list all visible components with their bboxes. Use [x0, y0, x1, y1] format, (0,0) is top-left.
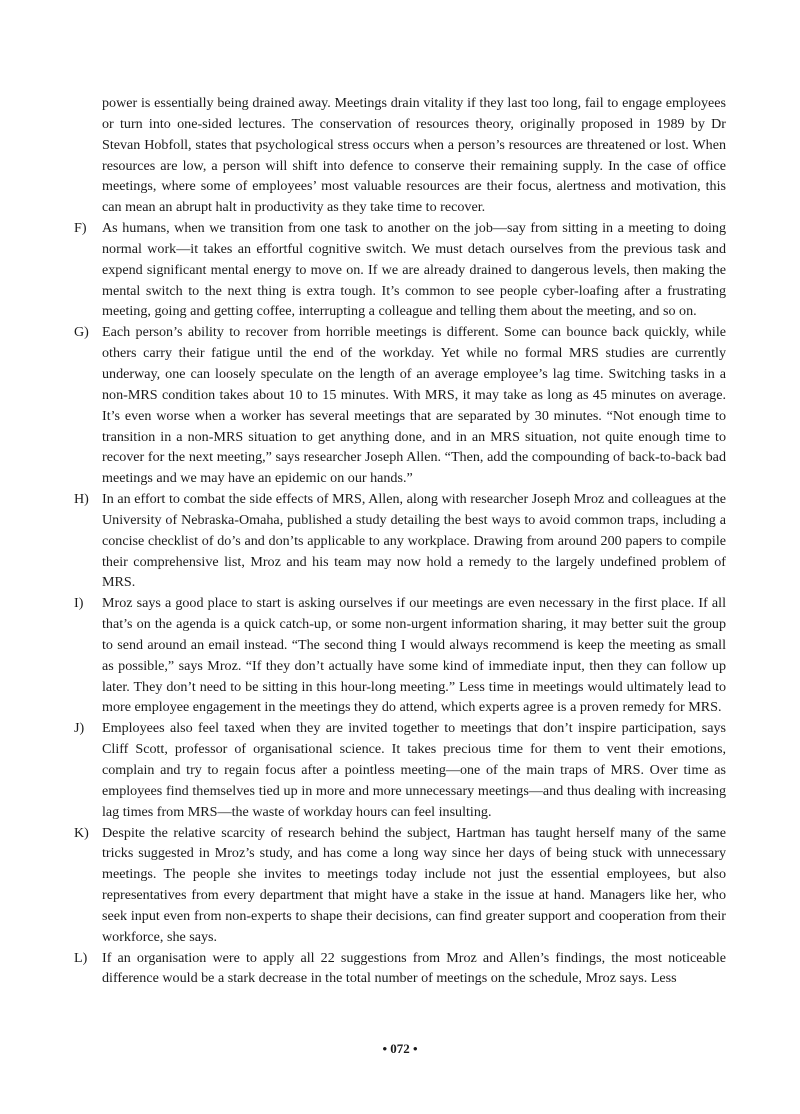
paragraph-text: Despite the relative scarcity of research behind the subject, Hartman has taught herself many of the same tricks suggested in Mroz’s study, and has come a long way since her days of being stuck with unnecessary meetings. The people she invites to meetings today include not just the essential employees, but also representatives from every department that might have a stake in the issue at hand. Managers like her, who seek input even from non-experts to shape their decisions, can find greater support and cooperation from their workforce, she says.	[102, 824, 726, 945]
page-number: • 072 •	[382, 1041, 418, 1056]
document-body	[74, 93, 726, 989]
paragraph-label: F)	[74, 220, 87, 237]
paragraph-text: Employees also feel taxed when they are invited together to meetings that don’t inspire participation, says Cliff Scott, professor of organisational science. It takes precious time for them to vent their emotions, complain and try to regain focus after a pointless meeting—one of the main traps of MRS. Over time as employees find themselves tied up in more and more unnecessary meetings—and thus dealing with increasing lag times from MRS—the waste of workday hours can feel insulting.	[102, 720, 726, 820]
paragraph-i	[74, 593, 726, 718]
paragraph-j	[74, 718, 726, 822]
paragraph-k	[74, 823, 726, 948]
paragraph-text: Each person’s ability to recover from horrible meetings is different. Some can bounce back quickly, while others carry their fatigue until the end of the workday. Yet while no formal MRS studies are currently underway, one can loosely speculate on the length of an average employee’s lag time. Switching tasks in a non-MRS condition takes about 10 to 15 minutes. With MRS, it may take as long as 45 minutes on average. It’s even worse when a worker has several meetings that are separated by 30 minutes. “Not enough time to transition in a non-MRS situation to get anything done, and in an MRS situation, not quite enough time to recover for the next meeting,” says researcher Joseph Allen. “Then, add the compounding of back-to-back bad meetings and we may have an epidemic on our hands.”	[102, 324, 726, 487]
paragraph-label: K)	[74, 824, 89, 841]
paragraph-label: L)	[74, 949, 88, 966]
paragraph-l	[74, 948, 726, 990]
paragraph-text: As humans, when we transition from one task to another on the job—say from sitting in a meeting to doing normal work—it takes an effortful cognitive switch. We must detach ourselves from the previous task and expend significant mental energy to move on. If we are already drained to dangerous levels, then making the mental switch to the next thing is extra tough. It’s common to see people cyber-loafing after a frustrating meeting, going and getting coffee, interrupting a colleague and telling them about the meeting, and so on.	[102, 220, 726, 320]
paragraph-label: H)	[74, 491, 89, 508]
continuation-paragraph: power is essentially being drained away. Meetings drain vitality if they last too long, fail to engage employees or turn into one-sided lectures. The conservation of resources theory, originally proposed in 1989 by Dr Stevan Hobfoll, states that psychological stress occurs when a person’s resources are threatened or lost. When resources are low, a person will shift into defence to conserve their remaining supply. In the case of office meetings, where some of employees’ most valuable resources are their focus, alertness and motivation, this can mean an abrupt halt in productivity as they take time to recover.	[102, 95, 726, 216]
paragraph-text: Mroz says a good place to start is asking ourselves if our meetings are even necessary in the first place. If all that’s on the agenda is a quick catch-up, or some non-urgent information sharing, it may better suit the group to send around an email instead. “The second thing I would always recommend is keep the meeting as small as possible,” says Mroz. “If they don’t actually have some kind of immediate input, then they can follow up later. They don’t need to be sitting in this hour-long meeting.” Less time in meetings would ultimately lead to more employee engagement in the meetings they do attend, which experts agree is a proven remedy for MRS.	[102, 595, 726, 716]
paragraph-h	[74, 489, 726, 593]
paragraph-label: I)	[74, 595, 84, 612]
paragraph-g	[74, 322, 726, 489]
paragraph-label: G)	[74, 324, 89, 341]
paragraph-label: J)	[74, 720, 85, 737]
paragraph-text: In an effort to combat the side effects of MRS, Allen, along with researcher Joseph Mroz and colleagues at the University of Nebraska-Omaha, published a study detailing the best ways to avoid common traps, including a concise checklist of do’s and don’ts applicable to any workplace. Drawing from around 200 papers to compile their comprehensive list, Mroz and his team may now hold a remedy to the largely undefined problem of MRS.	[102, 491, 726, 591]
paragraph-text: If an organisation were to apply all 22 suggestions from Mroz and Allen’s findings, the most noticeable difference would be a stark decrease in the total number of meetings on the schedule, Mroz says. Less	[102, 949, 726, 987]
paragraph-f	[74, 218, 726, 322]
